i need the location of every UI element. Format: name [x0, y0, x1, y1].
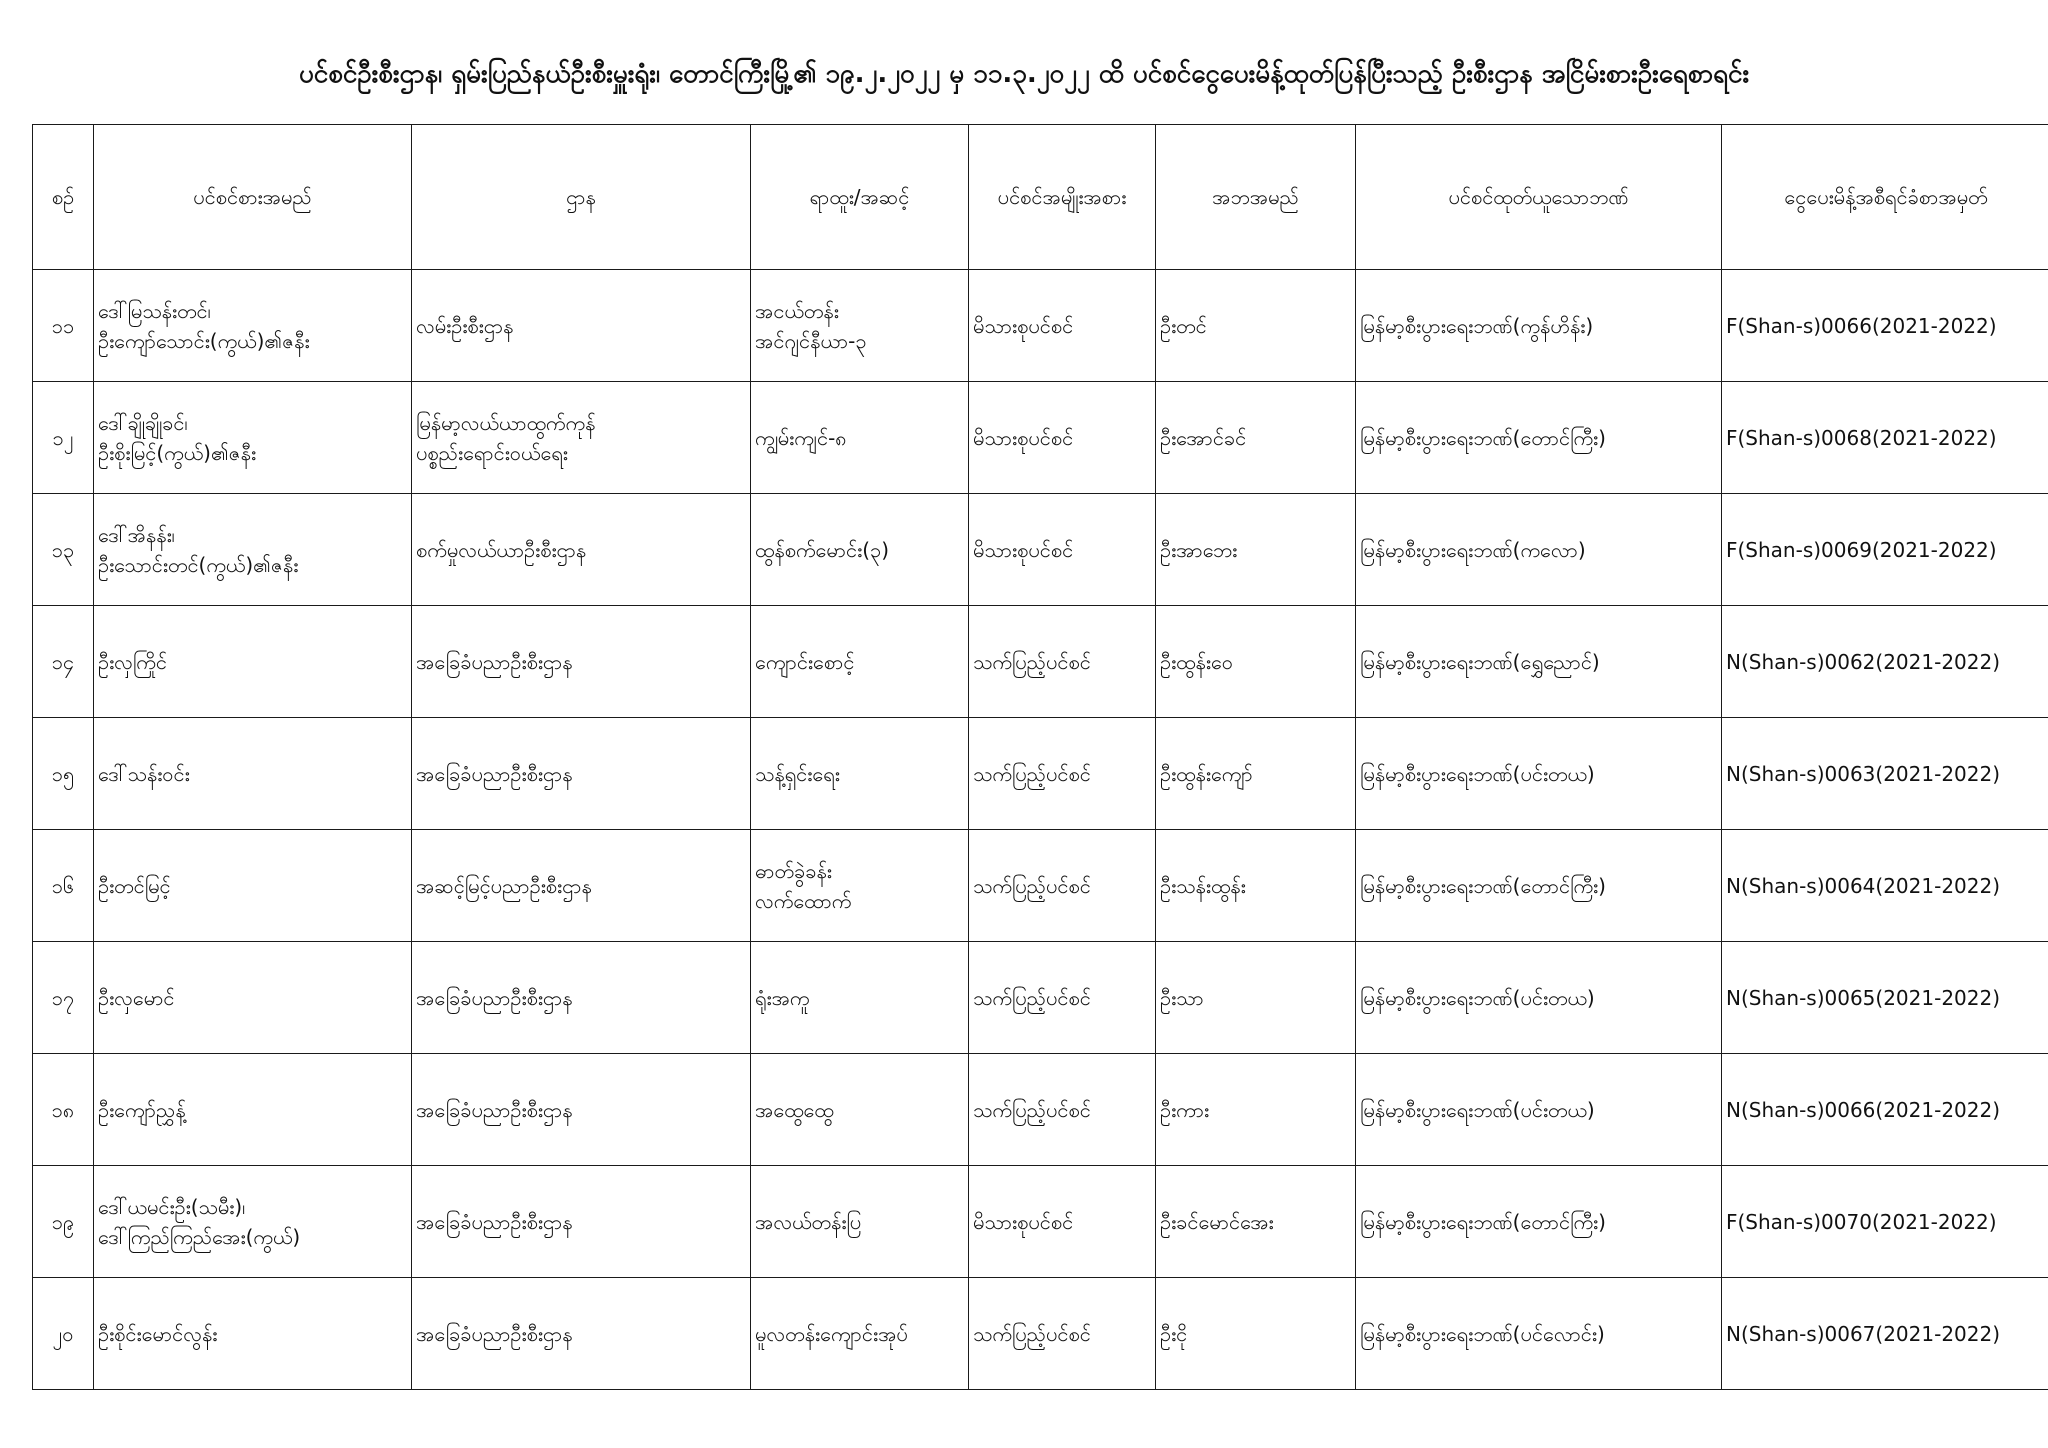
cell-rank-line: ရုံးအကူ — [755, 985, 810, 1010]
cell-record-number: N(Shan-s)0066(2021-2022) — [1722, 1054, 2048, 1166]
header-rank: ရာထူး/အဆင့် — [751, 125, 969, 270]
cell-father-name: ဦးအာဘေး — [1156, 494, 1356, 606]
cell-department-line: အခြေခံပညာဦးစီးဌာန — [416, 1097, 573, 1122]
cell-bank: မြန်မာ့စီးပွားရေးဘဏ်(တောင်ကြီး) — [1356, 382, 1722, 494]
cell-rank — [751, 494, 969, 606]
cell-bank: မြန်မာ့စီးပွားရေးဘဏ်(တောင်ကြီး) — [1356, 830, 1722, 942]
cell-pensioner-name — [94, 1166, 412, 1278]
cell-department-line: လမ်းဦးစီးဌာန — [416, 313, 514, 338]
table-row — [33, 718, 2048, 830]
cell-pension-type: သက်ပြည့်ပင်စင် — [969, 942, 1156, 1054]
cell-rank — [751, 1278, 969, 1390]
cell-rank-line: ကျွမ်းကျင်-၈ — [755, 425, 847, 450]
cell-department — [412, 494, 751, 606]
cell-record-number: N(Shan-s)0063(2021-2022) — [1722, 718, 2048, 830]
table-row — [33, 1054, 2048, 1166]
cell-pensioner-name — [94, 1054, 412, 1166]
cell-pensioner-name-line: ဦးကျော်ညွှန့် — [98, 1097, 186, 1122]
cell-department-line: အဆင့်မြင့်ပညာဦးစီးဌာန — [416, 873, 592, 898]
cell-pensioner-name-line: ဦးစိုင်းမောင်လွန်း — [98, 1321, 218, 1346]
cell-father-name: ဦးသန်းထွန်း — [1156, 830, 1356, 942]
cell-rank-line: ဓာတ်ခွဲခန်း — [755, 858, 832, 883]
cell-pensioner-name-line: ဦးတင်မြင့် — [98, 873, 171, 898]
cell-pensioner-name — [94, 942, 412, 1054]
cell-pension-type: သက်ပြည့်ပင်စင် — [969, 830, 1156, 942]
cell-serial: ၁၉ — [33, 1166, 94, 1278]
cell-bank: မြန်မာ့စီးပွားရေးဘဏ်(တောင်ကြီး) — [1356, 1166, 1722, 1278]
cell-pension-type: သက်ပြည့်ပင်စင် — [969, 1054, 1156, 1166]
cell-department-line: ပစ္စည်းရောင်းဝယ်ရေး — [416, 440, 568, 465]
cell-pensioner-name-line: ဒေါ်သန်းဝင်း — [98, 761, 190, 786]
cell-serial: ၁၂ — [33, 382, 94, 494]
table-row — [33, 270, 2048, 382]
cell-pensioner-name-line: ဦးလှမောင် — [98, 985, 175, 1010]
cell-pensioner-name-line: ဦးကျော်သောင်း(ကွယ်)၏ဇနီး — [98, 328, 310, 353]
cell-father-name: ဦးခင်မောင်အေး — [1156, 1166, 1356, 1278]
cell-rank-line: ထွန်စက်မောင်း(၃) — [755, 537, 890, 562]
cell-rank — [751, 382, 969, 494]
cell-pension-type: သက်ပြည့်ပင်စင် — [969, 606, 1156, 718]
cell-record-number: N(Shan-s)0062(2021-2022) — [1722, 606, 2048, 718]
document-title: ပင်စင်ဦးစီးဌာန၊ ရှမ်းပြည်နယ်ဦးစီးမှူးရုံး၊ တောင်ကြီးမြို့၏ ၁၉.၂.၂၀၂၂ မှ ၁၁.၃.၂၀၂၂ ထိ ပင်စင်ငွေပေးမိန့်ထုတ်ပြန်ပြီးသည့် ဦးစီးဌာန အငြိမ်းစားဦးရေစာရင်း — [298, 59, 1750, 89]
cell-rank-line: အငယ်တန်း — [755, 298, 839, 323]
cell-department — [412, 718, 751, 830]
cell-serial: ၁၇ — [33, 942, 94, 1054]
cell-bank: မြန်မာ့စီးပွားရေးဘဏ်(ပင်လောင်း) — [1356, 1278, 1722, 1390]
cell-rank — [751, 606, 969, 718]
cell-rank-line: အလယ်တန်းပြ — [755, 1209, 862, 1234]
cell-department-line: အခြေခံပညာဦးစီးဌာန — [416, 1209, 573, 1234]
cell-pensioner-name-line: ဒေါ်အိနန်း၊ — [98, 522, 175, 547]
cell-bank: မြန်မာ့စီးပွားရေးဘဏ်(ကလော) — [1356, 494, 1722, 606]
cell-pensioner-name-line: ဦးသောင်းတင်(ကွယ်)၏ဇနီး — [98, 552, 299, 577]
table-row — [33, 830, 2048, 942]
cell-bank: မြန်မာ့စီးပွားရေးဘဏ်(ပင်းတယ) — [1356, 1054, 1722, 1166]
pension-table — [32, 124, 2048, 1390]
table-row — [33, 382, 2048, 494]
cell-rank — [751, 942, 969, 1054]
table-row — [33, 494, 2048, 606]
cell-department-line: စက်မှုလယ်ယာဦးစီးဌာန — [416, 537, 587, 562]
cell-pensioner-name-line: ဒေါ်ကြည်ကြည်အေး(ကွယ်) — [98, 1224, 301, 1249]
cell-pensioner-name — [94, 494, 412, 606]
header-father-name: အဘအမည် — [1156, 125, 1356, 270]
cell-bank: မြန်မာ့စီးပွားရေးဘဏ်(ပင်းတယ) — [1356, 942, 1722, 1054]
cell-department — [412, 606, 751, 718]
cell-father-name: ဦးထွန်းကျော် — [1156, 718, 1356, 830]
cell-serial: ၁၄ — [33, 606, 94, 718]
cell-father-name: ဦးသာ — [1156, 942, 1356, 1054]
cell-record-number: F(Shan-s)0066(2021-2022) — [1722, 270, 2048, 382]
header-pension-type: ပင်စင်အမျိုးအစား — [969, 125, 1156, 270]
cell-department — [412, 382, 751, 494]
cell-pensioner-name — [94, 718, 412, 830]
table-row — [33, 1278, 2048, 1390]
cell-pensioner-name — [94, 270, 412, 382]
cell-pensioner-name — [94, 606, 412, 718]
cell-rank-line: ကျောင်းစောင့် — [755, 649, 855, 674]
cell-department — [412, 1278, 751, 1390]
table-row — [33, 606, 2048, 718]
cell-rank-line: အင်ဂျင်နီယာ-၃ — [755, 328, 867, 353]
table-body — [33, 270, 2048, 1390]
cell-serial: ၁၁ — [33, 270, 94, 382]
cell-father-name: ဦးကား — [1156, 1054, 1356, 1166]
cell-record-number: F(Shan-s)0070(2021-2022) — [1722, 1166, 2048, 1278]
cell-record-number: F(Shan-s)0069(2021-2022) — [1722, 494, 2048, 606]
cell-pension-type: မိသားစုပင်စင် — [969, 494, 1156, 606]
cell-rank — [751, 718, 969, 830]
cell-department — [412, 1166, 751, 1278]
header-serial: စဉ် — [33, 125, 94, 270]
header-record-number: ငွေပေးမိန့်အစီရင်ခံစာအမှတ် — [1722, 125, 2048, 270]
cell-rank — [751, 270, 969, 382]
cell-department — [412, 1054, 751, 1166]
cell-department-line: အခြေခံပညာဦးစီးဌာန — [416, 985, 573, 1010]
cell-serial: ၁၈ — [33, 1054, 94, 1166]
cell-record-number: N(Shan-s)0064(2021-2022) — [1722, 830, 2048, 942]
cell-pension-type: မိသားစုပင်စင် — [969, 382, 1156, 494]
header-pensioner-name: ပင်စင်စားအမည် — [94, 125, 412, 270]
cell-father-name: ဦးအောင်ခင် — [1156, 382, 1356, 494]
cell-record-number: N(Shan-s)0067(2021-2022) — [1722, 1278, 2048, 1390]
table-row — [33, 942, 2048, 1054]
cell-department — [412, 942, 751, 1054]
cell-department-line: အခြေခံပညာဦးစီးဌာန — [416, 649, 573, 674]
cell-department — [412, 830, 751, 942]
cell-pension-type: မိသားစုပင်စင် — [969, 270, 1156, 382]
cell-record-number: F(Shan-s)0068(2021-2022) — [1722, 382, 2048, 494]
header-department: ဌာန — [412, 125, 751, 270]
cell-rank-line: အထွေထွေ — [755, 1097, 834, 1122]
cell-department-line: အခြေခံပညာဦးစီးဌာန — [416, 761, 573, 786]
cell-pension-type: သက်ပြည့်ပင်စင် — [969, 1278, 1156, 1390]
header-bank: ပင်စင်ထုတ်ယူသောဘဏ် — [1356, 125, 1722, 270]
cell-rank — [751, 1054, 969, 1166]
cell-bank: မြန်မာ့စီးပွားရေးဘဏ်(ရွှေညောင်) — [1356, 606, 1722, 718]
cell-pension-type: သက်ပြည့်ပင်စင် — [969, 718, 1156, 830]
cell-pensioner-name-line: ဦးစိုးမြင့်(ကွယ်)၏ဇနီး — [98, 440, 257, 465]
cell-department-line: အခြေခံပညာဦးစီးဌာန — [416, 1321, 573, 1346]
cell-rank-line: သန့်ရှင်းရေး — [755, 761, 840, 786]
cell-pensioner-name — [94, 382, 412, 494]
cell-pension-type: မိသားစုပင်စင် — [969, 1166, 1156, 1278]
cell-father-name: ဦးတင် — [1156, 270, 1356, 382]
cell-record-number: N(Shan-s)0065(2021-2022) — [1722, 942, 2048, 1054]
header-row — [33, 125, 2048, 270]
cell-rank — [751, 830, 969, 942]
cell-serial: ၁၅ — [33, 718, 94, 830]
cell-pensioner-name-line: ဒေါ်ချိုချိုခင်၊ — [98, 410, 188, 435]
cell-pensioner-name — [94, 830, 412, 942]
cell-rank-line: လက်ထောက် — [755, 888, 852, 913]
cell-serial: ၂၀ — [33, 1278, 94, 1390]
cell-department-line: မြန်မာ့လယ်ယာထွက်ကုန် — [416, 410, 596, 435]
cell-father-name: ဦးငို — [1156, 1278, 1356, 1390]
cell-rank — [751, 1166, 969, 1278]
cell-bank: မြန်မာ့စီးပွားရေးဘဏ်(ပင်းတယ) — [1356, 718, 1722, 830]
cell-bank: မြန်မာ့စီးပွားရေးဘဏ်(ကွန်ဟိန်း) — [1356, 270, 1722, 382]
table-row — [33, 1166, 2048, 1278]
cell-pensioner-name-line: ဒေါ်မြသန်းတင်၊ — [98, 298, 211, 323]
cell-serial: ၁၆ — [33, 830, 94, 942]
cell-father-name: ဦးထွန်းဝေ — [1156, 606, 1356, 718]
cell-pensioner-name-line: ဒေါ်ယမင်းဦး(သမီး)၊ — [98, 1194, 246, 1219]
cell-rank-line: မူလတန်းကျောင်းအုပ် — [755, 1321, 908, 1346]
cell-pensioner-name-line: ဦးလှကြိုင် — [98, 649, 167, 674]
cell-department — [412, 270, 751, 382]
cell-serial: ၁၃ — [33, 494, 94, 606]
cell-pensioner-name — [94, 1278, 412, 1390]
